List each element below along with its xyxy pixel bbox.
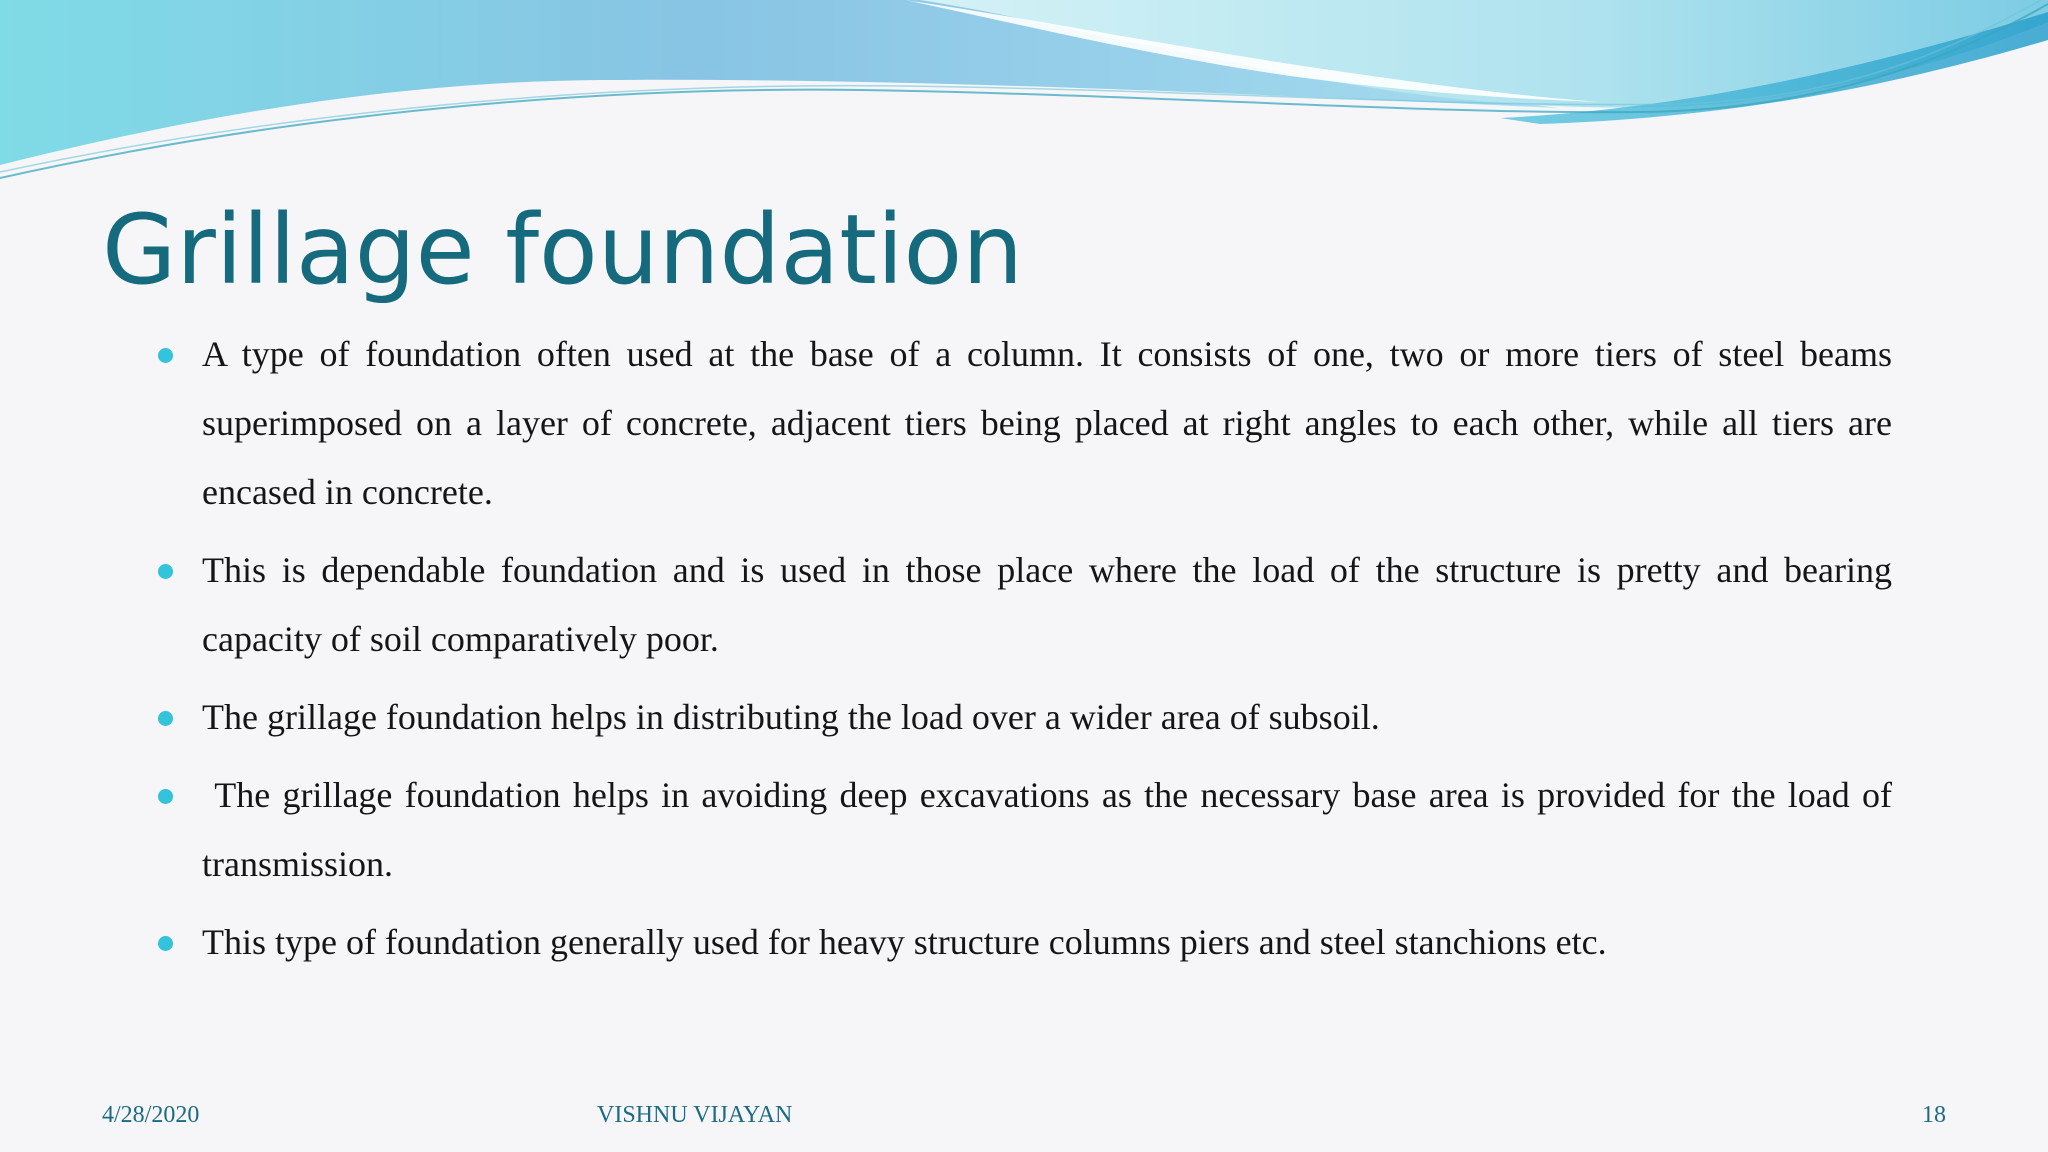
footer-date: 4/28/2020 [102, 1102, 200, 1128]
bullet-item [152, 536, 1892, 674]
bullet-text: The grillage foundation helps in distributing the load over a wider area of subsoil. [202, 697, 1380, 737]
bullet-marker-icon [158, 936, 173, 951]
header-wave-decoration [0, 0, 2048, 200]
footer-author: VISHNU VIJAYAN [597, 1102, 793, 1128]
bullet-marker-icon [158, 348, 173, 363]
bullet-item [152, 761, 1892, 899]
bullet-text: The grillage foundation helps in avoiding deep excavations as the necessary base area is provided for the load of transmission. [202, 775, 1892, 884]
bullet-marker-icon [158, 711, 173, 726]
bullet-text: This is dependable foundation and is used in those place where the load of the structure is pretty and bearing capacity of soil comparatively poor. [202, 550, 1892, 659]
bullet-text: This type of foundation generally used for heavy structure columns piers and steel stanchions etc. [202, 922, 1607, 962]
bullet-item [152, 320, 1892, 527]
slide-title: Grillage foundation [102, 194, 1024, 306]
bullet-text: A type of foundation often used at the base of a column. It consists of one, two or more tiers of steel beams superimposed on a layer of concrete, adjacent tiers being placed at right angles to each other, while all tiers are encased in concrete. [202, 334, 1892, 512]
bullet-marker-icon [158, 789, 173, 804]
bullet-item [152, 683, 1892, 752]
bullet-marker-icon [158, 564, 173, 579]
footer-page-number: 18 [1922, 1102, 1946, 1128]
bullet-item [152, 908, 1892, 977]
bullet-list [152, 320, 1892, 986]
